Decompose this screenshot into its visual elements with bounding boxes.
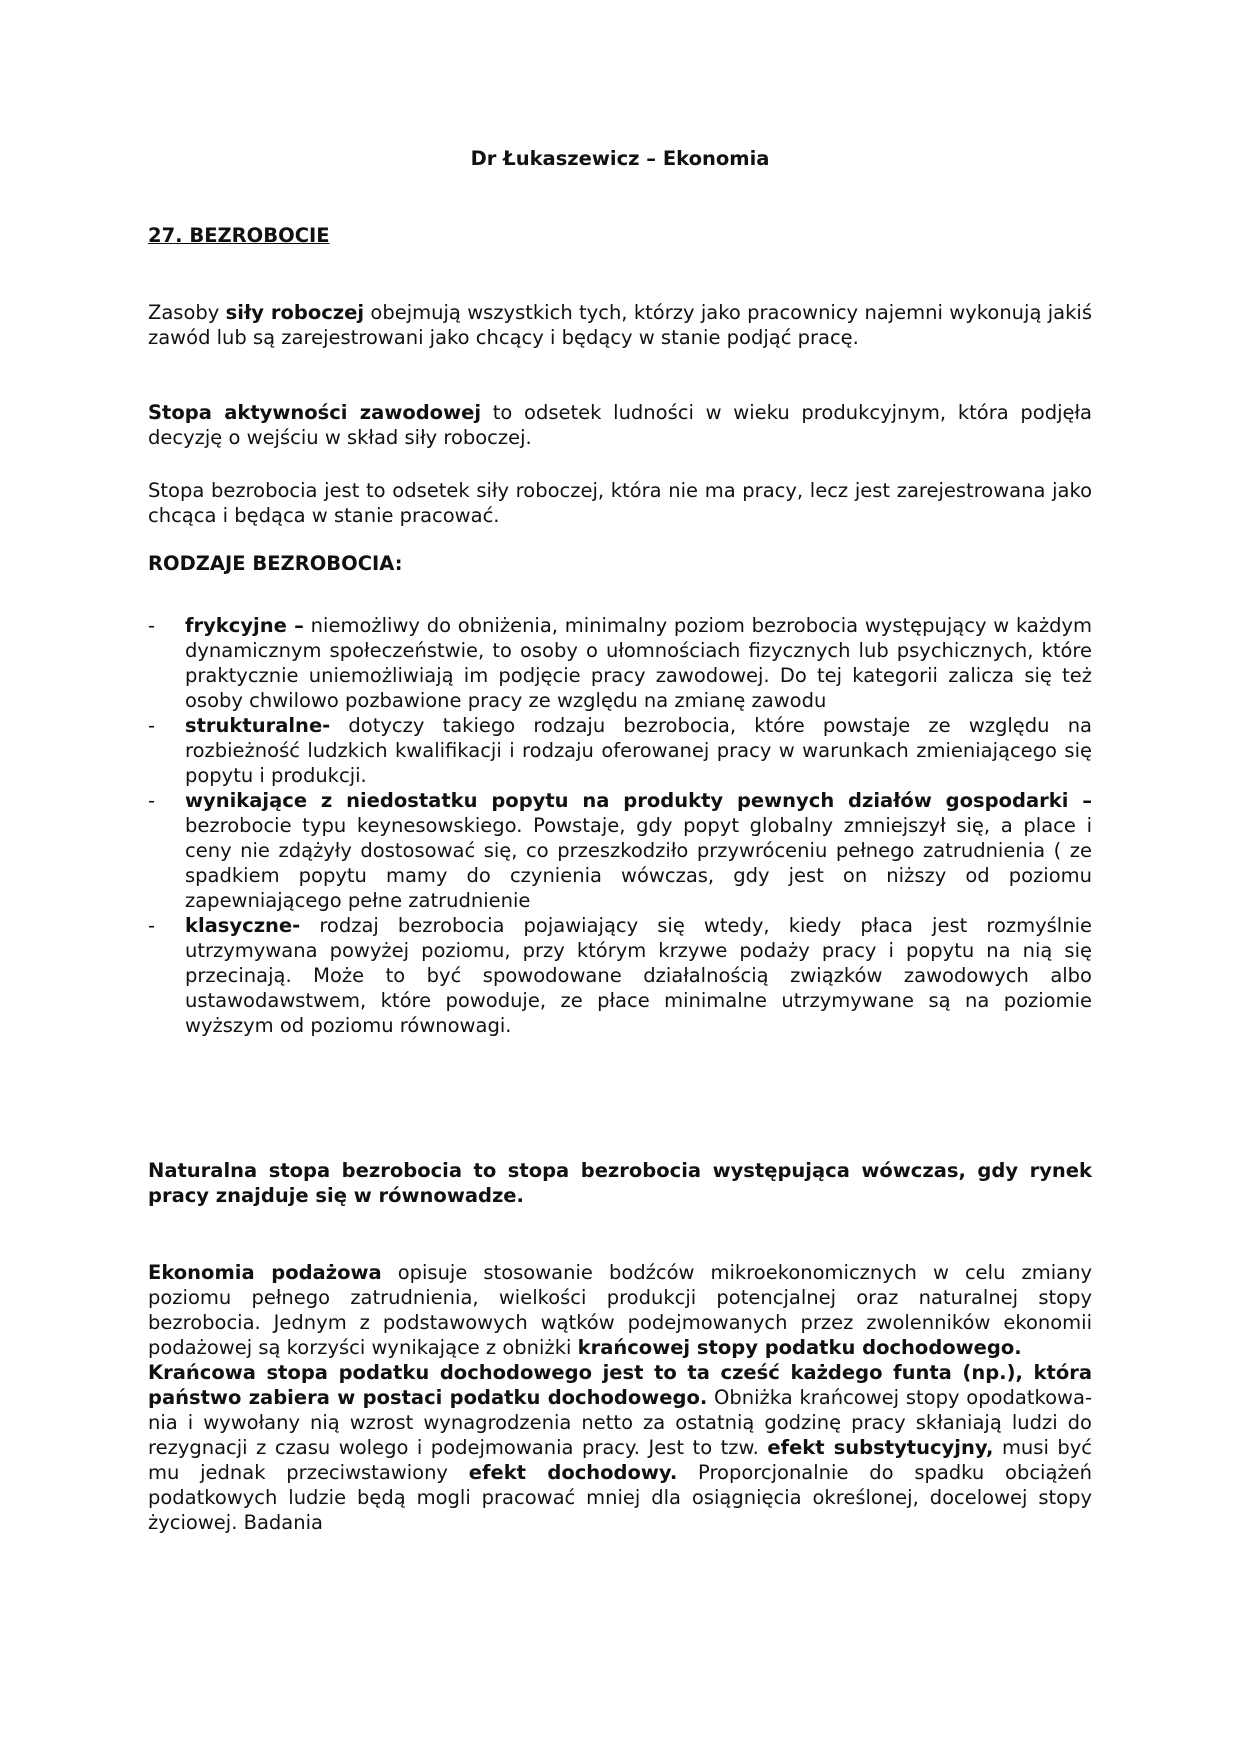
bold-definition: Krańcowa stopa podatku dochodowego jest to ta cześć każdego funta (np.), która państwo zabiera w postaci podatku dochodowego.: [148, 1361, 1092, 1409]
bullet-dash: -: [148, 914, 156, 937]
bold-term: wynikające z niedostatku popytu na produkty pewnych działów gospodarki –: [185, 789, 1092, 812]
bold-term: efekt dochodowy.: [468, 1461, 678, 1484]
paragraph-unemployment-rate: Stopa bezrobocia jest to odsetek siły roboczej, która nie ma pracy, lecz jest zarejestrowana jako chcąca i będąca w stanie pracować.: [148, 479, 1092, 527]
text: Zasoby: [148, 301, 226, 324]
bold-term: efekt substytucyjny,: [767, 1436, 994, 1459]
list-item: [148, 913, 1092, 1038]
bullet-dash: -: [148, 614, 156, 637]
natural-rate-paragraph: Naturalna stopa bezrobocia to stopa bezrobocia występująca wówczas, gdy rynek pracy znajduje się w równowadze.: [148, 1159, 1092, 1207]
text: niemożliwy do obniżenia, minimalny poziom bezrobocia występujący w każdym dynamicznym społeczeństwie, to osoby o ułomnościach fizycznych lub psychicznych, które praktycznie uniemożliwiają im podjęcie pracy zawodowej. Do tej kategorii zalicza się też osoby chwilowo pozbawione pracy ze względu na zmianę zawodu: [185, 614, 1092, 712]
text: rodzaj bezrobocia pojawiający się wtedy, kiedy płaca jest rozmyślnie utrzymywana powyżej poziomu, przy którym krzywe podaży pracy i popytu na nią się przecinają. Może to być spowodowane działalnością związków zawodowych albo ustawodawstwem, które powoduje, ze płace minimalne utrzymywane są na poziomie wyższym od poziomu równowagi.: [185, 914, 1092, 1037]
paragraph-activity-rate: [148, 400, 1092, 450]
list-item: [148, 788, 1092, 913]
bullet-dash: -: [148, 789, 156, 812]
text: musi być mu jednak przeciwstawiony: [148, 1436, 1093, 1484]
list-item: [148, 613, 1092, 713]
bold-term: krańcowej stopy podatku dochodowego.: [577, 1336, 1022, 1359]
list-item: [148, 713, 1092, 788]
text: Obniżka krańcowej stopy opodatkowa-nia i wywołany nią wzrost wynagrodzenia netto za ostatnią godzinę pracy skłaniają ludzi do rezygnacji z czasu wolego i podejmowania pracy. Jest to tzw.: [148, 1386, 1092, 1459]
paragraph-labor-force: [148, 300, 1092, 350]
text: opisuje stosowanie bodźców mikroekonomicznych w celu zmiany poziomu pełnego zatrudnienia, wielkości produkcji potencjalnej oraz naturalnej stopy bezrobocia. Jednym z podstawowych wątków podejmowanych przez zwolenników ekonomii podażowej są korzyści wynikające z obniżki: [148, 1261, 1092, 1359]
bold-term: Ekonomia podażowa: [148, 1261, 382, 1284]
bullet-dash: -: [148, 714, 156, 737]
section-heading: 27. BEZROBOCIE: [148, 224, 330, 247]
bold-term: frykcyjne –: [185, 614, 304, 637]
bold-term: klasyczne-: [185, 914, 301, 937]
text: dotyczy takiego rodzaju bezrobocia, które powstaje ze względu na rozbieżność ludzkich kwalifikacji i rodzaju oferowanej pracy w warunkach zmieniającego się popytu i produkcji.: [185, 714, 1092, 787]
text: obejmują wszystkich tych, którzy jako pracownicy najemni wykonują jakiś zawód lub są zarejestrowani jako chcący i będący w stanie podjąć pracę.: [148, 301, 1092, 349]
text: to odsetek ludności w wieku produkcyjnym, która podjęła decyzję o wejściu w skład siły roboczej.: [148, 401, 1092, 449]
unemployment-types-list: [148, 613, 1092, 1038]
supply-side-paragraph: [148, 1260, 1092, 1535]
bold-term: Stopa aktywności zawodowej: [148, 401, 482, 424]
types-heading: RODZAJE BEZROBOCIA:: [148, 552, 403, 575]
bold-term: strukturalne-: [185, 714, 331, 737]
text: Proporcjonalnie do spadku obciążeń podatkowych ludzie będą mogli pracować mniej dla osiągnięcia określonej, docelowej stopy życiowej. Badania: [148, 1461, 1093, 1534]
document-title: Dr Łukaszewicz – Ekonomia: [470, 147, 770, 170]
bold-term: siły roboczej: [225, 301, 365, 324]
text: bezrobocie typu keynesowskiego. Powstaje, gdy popyt globalny zmniejszył się, a place i ceny nie zdążyły dostosować się, co przeszkodziło przywróceniu pełnego zatrudnienia ( ze spadkiem popytu mamy do czynienia wówczas, gdy jest on niższy od poziomu zapewniającego pełne zatrudnienie: [185, 814, 1092, 912]
